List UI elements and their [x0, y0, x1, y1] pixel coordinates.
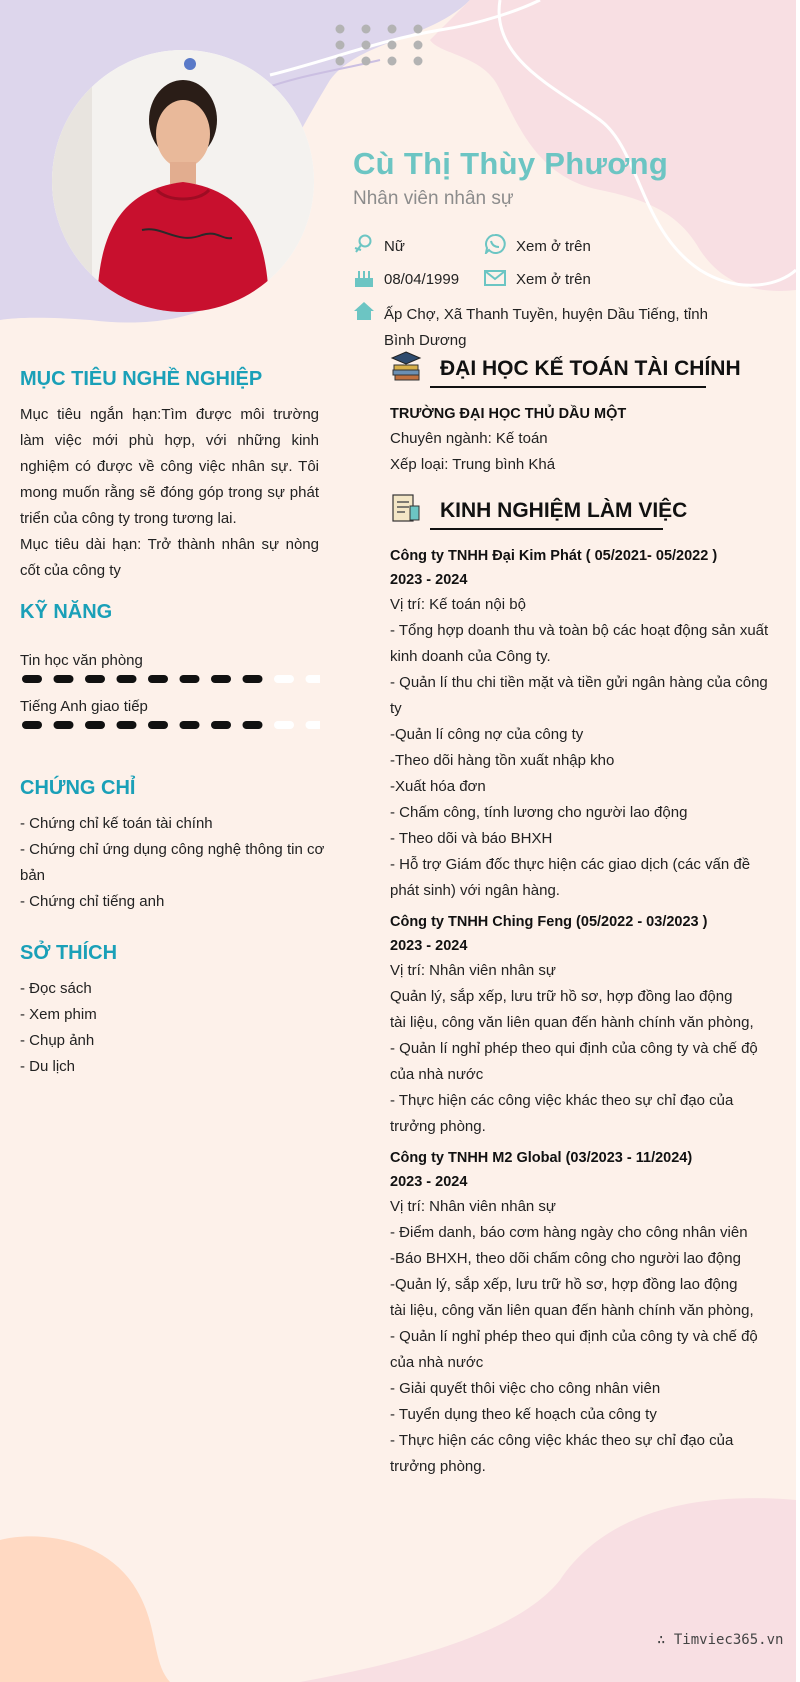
- job-detail-line: ty: [390, 700, 402, 717]
- job-detail-line: Vị trí: Kế toán nội bộ: [390, 596, 526, 613]
- job-detail-line: - Quản lí nghỉ phép theo qui định của công ty và chế độ: [390, 1328, 758, 1345]
- skill-segment-filled: [243, 675, 263, 683]
- education-major: Chuyên ngành: Kế toán: [390, 430, 548, 447]
- skill-segment-filled: [243, 721, 263, 729]
- certificates-title: CHỨNG CHỈ: [20, 777, 136, 799]
- mail-icon: [484, 268, 506, 288]
- job-detail-line: - Quản lí thu chi tiền mặt và tiền gửi ngân hàng của công: [390, 674, 768, 691]
- candidate-role: Nhân viên nhân sự: [353, 188, 514, 209]
- skill-label: Tin học văn phòng: [20, 652, 143, 669]
- avatar-illustration: [52, 50, 314, 312]
- job-detail-line: -Xuất hóa đơn: [390, 778, 486, 795]
- job-detail-line: tài liệu, công văn liên quan đến hành chính văn phòng,: [390, 1302, 754, 1319]
- job-detail-line: -Theo dõi hàng tồn xuất nhập kho: [390, 752, 615, 769]
- birthday-icon: [353, 268, 375, 288]
- job-detail-line: - Thực hiện các công việc khác theo sự chỉ đạo của: [390, 1432, 734, 1449]
- birthdate-value: 08/04/1999: [384, 271, 460, 288]
- job-detail-line: Quản lý, sắp xếp, lưu trữ hồ sơ, hợp đồng lao động: [390, 988, 733, 1005]
- gender-icon: [353, 234, 375, 254]
- school-name: TRƯỜNG ĐẠI HỌC THỦ DẦU MỘT: [390, 406, 627, 422]
- skill-segment-filled: [117, 675, 137, 683]
- skill-segment-filled: [22, 721, 42, 729]
- objective-long-term: Mục tiêu dài hạn: Trở thành nhân sự nòng cốt của công ty: [20, 536, 319, 579]
- skill-segment-filled: [180, 675, 200, 683]
- hobby-item: - Chụp ảnh: [20, 1032, 95, 1049]
- job-detail-line: Vị trí: Nhân viên nhân sự: [390, 962, 556, 979]
- job-detail-line: -Quản lí công nợ của công ty: [390, 726, 584, 743]
- objective-title: MỤC TIÊU NGHỀ NGHIỆP: [20, 368, 263, 390]
- address-value: Ấp Chợ, Xã Thanh Tuyền, huyện Dầu Tiếng, tỉnh Bình Dương: [384, 306, 708, 349]
- gender-value: Nữ: [384, 238, 405, 255]
- candidate-name: Cù Thị Thùy Phương: [353, 146, 669, 181]
- experience-title: KINH NGHIỆM LÀM VIỆC: [440, 499, 688, 522]
- job-company: Công ty TNHH Ching Feng (05/2022 - 03/2023 ): [390, 914, 708, 930]
- job-detail-line: - Theo dõi và báo BHXH: [390, 830, 553, 847]
- job-company: Công ty TNHH Đại Kim Phát ( 05/2021- 05/2022 ): [390, 548, 718, 564]
- job-period: 2023 - 2024: [390, 1174, 468, 1190]
- job-detail-line: Vị trí: Nhân viên nhân sự: [390, 1198, 556, 1215]
- skill-segment-filled: [148, 721, 168, 729]
- skill-segment-filled: [54, 675, 74, 683]
- job-detail-line: -Báo BHXH, theo dõi chấm công cho người lao động: [390, 1250, 741, 1267]
- certificate-item: - Chứng chỉ kế toán tài chính: [20, 815, 213, 832]
- skill-segment-filled: [54, 721, 74, 729]
- hobby-item: - Du lịch: [20, 1058, 76, 1075]
- hobby-item: - Xem phim: [20, 1006, 97, 1023]
- job-detail-line: - Tuyển dụng theo kế hoạch của công ty: [390, 1406, 657, 1423]
- job-detail-line: - Quản lí nghỉ phép theo qui định của công ty và chế độ: [390, 1040, 758, 1057]
- whatsapp-icon: [484, 234, 506, 254]
- job-detail-line: của nhà nước: [390, 1354, 484, 1371]
- skill-label: Tiếng Anh giao tiếp: [20, 698, 148, 715]
- job-detail-line: -Quản lý, sắp xếp, lưu trữ hồ sơ, hợp đồng lao động: [390, 1276, 738, 1293]
- job-detail-line: tài liệu, công văn liên quan đến hành chính văn phòng,: [390, 1014, 754, 1031]
- skill-segment-empty: [306, 721, 321, 729]
- experience-title-underline: [430, 528, 663, 530]
- job-company: Công ty TNHH M2 Global (03/2023 - 11/2024): [390, 1150, 693, 1166]
- job-detail-line: phát sinh) với ngân hàng.: [390, 882, 560, 899]
- skill-segment-empty: [274, 675, 294, 683]
- skill-segment-filled: [117, 721, 137, 729]
- job-period: 2023 - 2024: [390, 572, 468, 588]
- objective-short-term: Mục tiêu ngắn hạn:Tìm được môi trường làm việc mới phù hợp, với những kinh nghiệm có được về công việc nhân sự. Tôi mong muốn rằng sẽ đóng góp trong sự phát triển của công ty trong tương lai.: [20, 406, 319, 527]
- job-detail-line: - Tổng hợp doanh thu và toàn bộ các hoạt động sản xuất: [390, 622, 769, 639]
- job-detail-line: trưởng phòng.: [390, 1458, 486, 1475]
- email-value: Xem ở trên: [516, 271, 591, 288]
- job-detail-line: của nhà nước: [390, 1066, 484, 1083]
- job-detail-line: - Giải quyết thôi việc cho công nhân viên: [390, 1380, 661, 1397]
- certificate-item: bản: [20, 867, 46, 884]
- skill-segment-filled: [85, 721, 105, 729]
- graduation-books-icon: [390, 350, 422, 382]
- skill-segment-empty: [274, 721, 294, 729]
- job-detail-line: - Điểm danh, báo cơm hàng ngày cho công nhân viên: [390, 1224, 748, 1241]
- job-period: 2023 - 2024: [390, 938, 468, 954]
- phone-value: Xem ở trên: [516, 238, 591, 255]
- education-title-underline: [430, 386, 706, 388]
- skill-segment-filled: [22, 675, 42, 683]
- hobby-item: - Đọc sách: [20, 980, 92, 997]
- certificate-item: - Chứng chỉ tiếng anh: [20, 893, 165, 910]
- skill-segment-filled: [211, 675, 231, 683]
- hobbies-title: SỞ THÍCH: [20, 942, 118, 964]
- skill-segment-filled: [180, 721, 200, 729]
- skill-segment-filled: [85, 675, 105, 683]
- work-experience-icon: [390, 492, 422, 524]
- home-icon: [353, 301, 375, 321]
- certificate-item: - Chứng chỉ ứng dụng công nghệ thông tin cơ: [20, 841, 325, 858]
- job-detail-line: - Thực hiện các công việc khác theo sự chỉ đạo của: [390, 1092, 734, 1109]
- job-detail-line: kinh doanh của Công ty.: [390, 648, 551, 665]
- skill-level-bar: [20, 719, 320, 731]
- brand-logo: ∴ Timviec365.vn: [657, 1632, 784, 1648]
- job-detail-line: trưởng phòng.: [390, 1118, 486, 1135]
- avatar: [52, 50, 314, 312]
- skill-segment-filled: [211, 721, 231, 729]
- skill-level-bar: [20, 673, 320, 685]
- job-detail-line: - Chấm công, tính lương cho người lao động: [390, 804, 688, 821]
- skill-segment-filled: [148, 675, 168, 683]
- skills-title: KỸ NĂNG: [20, 601, 113, 623]
- education-title: ĐẠI HỌC KẾ TOÁN TÀI CHÍNH: [440, 357, 741, 380]
- job-detail-line: - Hỗ trợ Giám đốc thực hiện các giao dịch (các vấn đề: [390, 856, 751, 873]
- education-grade: Xếp loại: Trung bình Khá: [390, 456, 556, 473]
- skill-segment-empty: [306, 675, 321, 683]
